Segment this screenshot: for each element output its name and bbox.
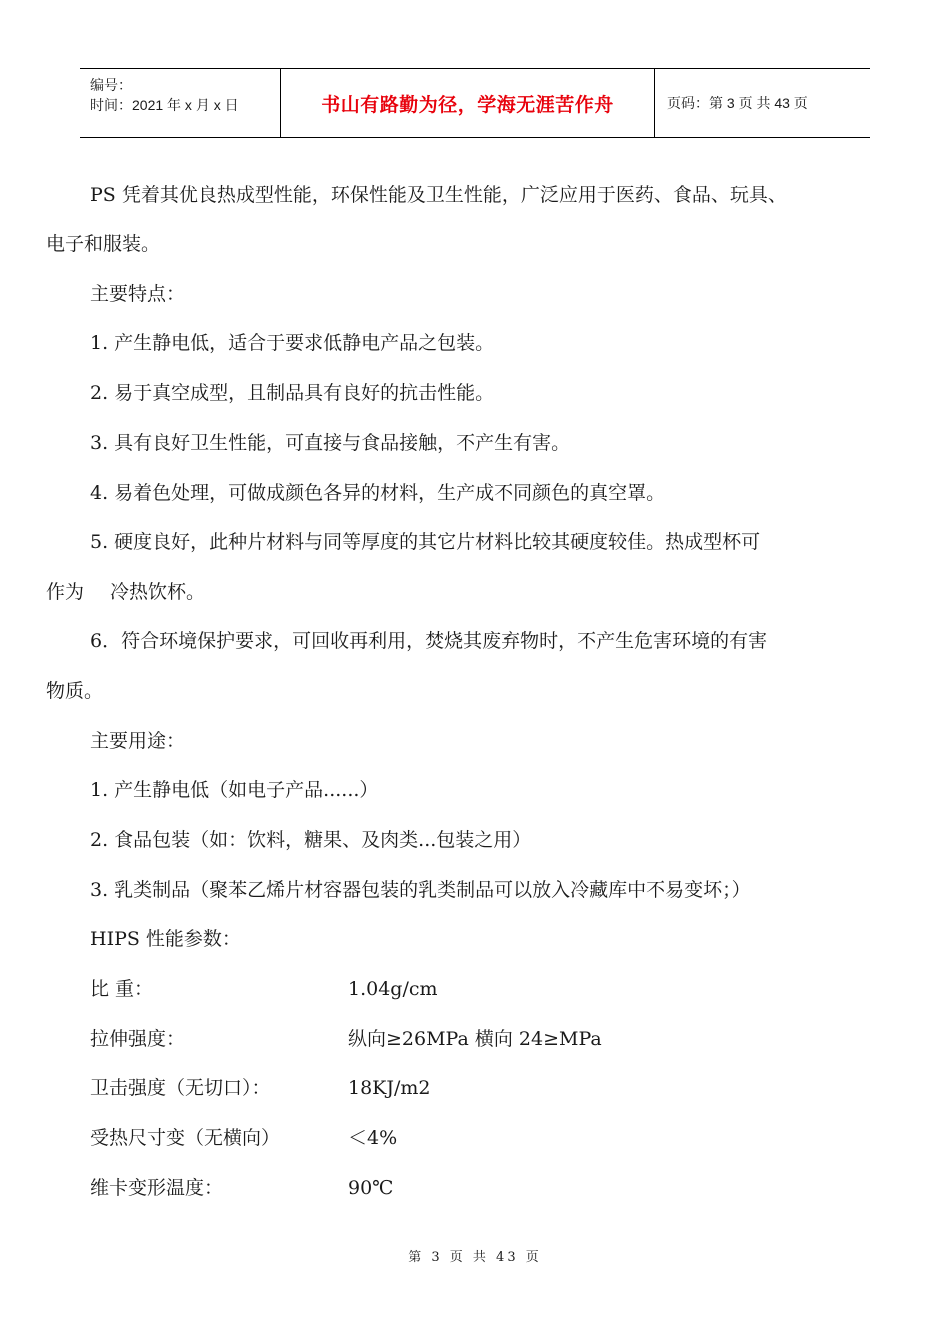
intro-line-1: PS 凭着其优良热成型性能，环保性能及卫生性能，广泛应用于医药、食品、玩具、 — [90, 184, 787, 206]
param-label-impact: 卫击强度（无切口）： — [90, 1077, 271, 1099]
header-page-info: 页码：第 3 页 共 43 页 — [667, 95, 808, 111]
param-value-density: 1.04g/cm — [348, 978, 438, 1000]
use-item-3: 3. 乳类制品（聚苯乙烯片材容器包装的乳类制品可以放入冷藏库中不易变坏；） — [90, 879, 751, 901]
feature-item-5-line-1: 5. 硬度良好，此种片材料与同等厚度的其它片材料比较其硬度较佳。热成型杯可 — [90, 531, 761, 553]
param-label-tensile: 拉伸强度： — [90, 1028, 186, 1050]
document-time: 时间：2021 年 x 月 x 日 — [90, 97, 239, 113]
feature-item-3: 3. 具有良好卫生性能，可直接与食品接触，不产生有害。 — [90, 432, 571, 454]
intro-line-2: 电子和服装。 — [46, 233, 161, 255]
feature-item-5-suffix: 冷热饮杯。 — [110, 581, 206, 603]
feature-item-6-line-2: 物质。 — [46, 680, 104, 702]
param-value-vicat: 90℃ — [348, 1177, 394, 1199]
page-footer: 第 3 页 共 43 页 — [408, 1250, 542, 1265]
header-motto: 书山有路勤为径，学海无涯苦作舟 — [281, 69, 655, 137]
param-label-shrinkage: 受热尺寸变（无横向） — [90, 1127, 281, 1149]
param-value-shrinkage: ＜4% — [348, 1127, 398, 1149]
feature-item-6-line-1: 6．符合环境保护要求，可回收再利用，焚烧其废弃物时，不产生危害环境的有害 — [90, 630, 768, 652]
param-label-density: 比 重： — [90, 978, 154, 1000]
param-value-tensile: 纵向≥26MPa 横向 24≥MPa — [348, 1028, 602, 1050]
feature-item-4: 4. 易着色处理，可做成颜色各异的材料，生产成不同颜色的真空罩。 — [90, 482, 666, 504]
hips-heading: HIPS 性能参数： — [90, 928, 241, 950]
uses-heading: 主要用途： — [90, 730, 186, 752]
use-item-1: 1. 产生静电低（如电子产品......） — [90, 779, 379, 801]
use-item-2: 2. 食品包装（如：饮料，糖果、及肉类...包装之用） — [90, 829, 532, 851]
feature-item-5-prefix: 作为 — [46, 581, 85, 603]
page-header — [80, 68, 870, 138]
header-meta — [80, 69, 281, 137]
param-label-vicat: 维卡变形温度： — [90, 1177, 224, 1199]
feature-item-1: 1. 产生静电低，适合于要求低静电产品之包装。 — [90, 332, 495, 354]
features-heading: 主要特点： — [90, 283, 186, 305]
document-number-label: 编号： — [90, 77, 132, 93]
feature-item-5-line-2 — [46, 579, 205, 605]
param-value-impact: 18KJ/m2 — [348, 1077, 431, 1099]
feature-item-2: 2. 易于真空成型，且制品具有良好的抗击性能。 — [90, 382, 495, 404]
